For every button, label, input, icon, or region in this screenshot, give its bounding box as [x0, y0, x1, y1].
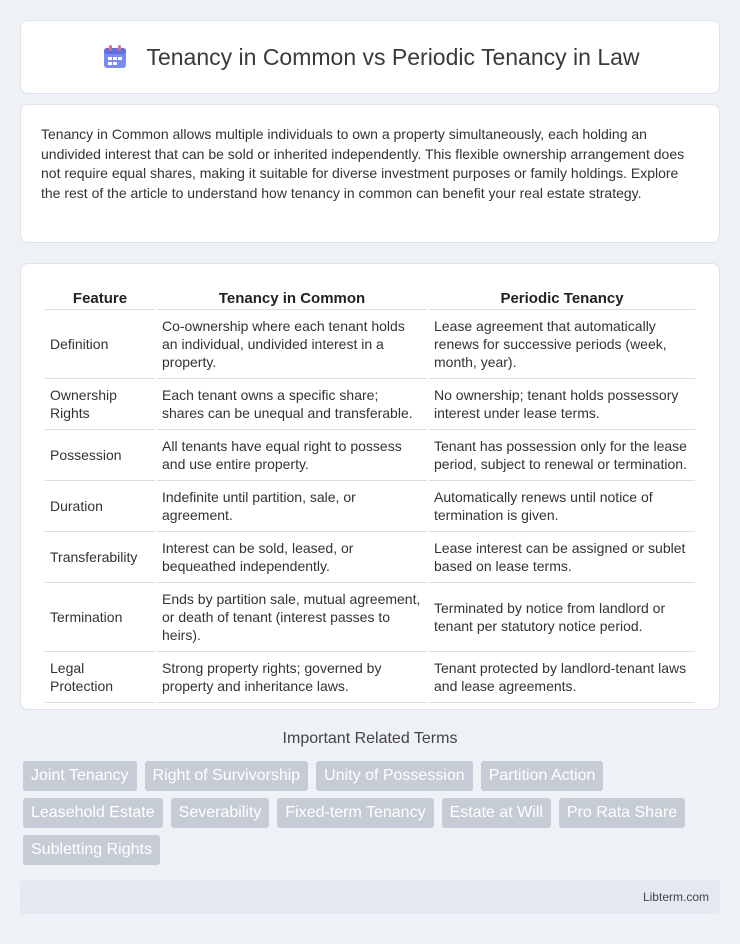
- table-row: [45, 583, 695, 652]
- feature-cell: Possession: [45, 430, 155, 481]
- calendar-icon: [100, 42, 130, 72]
- feature-cell: Ownership Rights: [45, 379, 155, 430]
- intro-card: [20, 104, 720, 243]
- periodic-tenancy-cell: Tenant protected by landlord-tenant laws and lease agreements.: [429, 652, 695, 703]
- related-terms-heading: Important Related Terms: [282, 730, 458, 747]
- periodic-tenancy-cell: Automatically renews until notice of termination is given.: [429, 481, 695, 532]
- column-header-feature: Feature: [45, 286, 155, 310]
- tag-fixed-term-tenancy[interactable]: Fixed-term Tenancy: [277, 798, 433, 828]
- tenancy-in-common-cell: Each tenant owns a specific share; shares can be unequal and transferable.: [157, 379, 427, 430]
- tag-severability[interactable]: Severability: [171, 798, 270, 828]
- title-card: [20, 20, 720, 94]
- tenancy-in-common-cell: Ends by partition sale, mutual agreement, or death of tenant (interest passes to heirs).: [157, 583, 427, 652]
- feature-cell: Legal Protection: [45, 652, 155, 703]
- intro-paragraph: Tenancy in Common allows multiple individuals to own a property simultaneously, each holding an undivided interest that can be sold or inherited independently. This flexible ownership arrangement does not require equal shares, making it suitable for diverse investment purposes or family holdings. Explore the rest of the article to understand how tenancy in common can benefit your real estate strategy.: [41, 126, 685, 201]
- tag-pro-rata-share[interactable]: Pro Rata Share: [559, 798, 685, 828]
- column-header-tenancy-in-common: Tenancy in Common: [157, 286, 427, 310]
- footer-brand-link[interactable]: Libterm.com: [642, 890, 709, 904]
- tag-estate-at-will[interactable]: Estate at Will: [442, 798, 551, 828]
- periodic-tenancy-cell: Lease agreement that automatically renews for successive periods (week, month, year).: [429, 310, 695, 379]
- periodic-tenancy-cell: Terminated by notice from landlord or tenant per statutory notice period.: [429, 583, 695, 652]
- column-header-periodic-tenancy: Periodic Tenancy: [429, 286, 695, 310]
- related-terms-list: [23, 761, 703, 865]
- footer: [20, 880, 720, 914]
- tag-joint-tenancy[interactable]: Joint Tenancy: [23, 761, 137, 791]
- periodic-tenancy-cell: Lease interest can be assigned or sublet based on lease terms.: [429, 532, 695, 583]
- table-row: [45, 481, 695, 532]
- table-row: [45, 652, 695, 703]
- periodic-tenancy-cell: Tenant has possession only for the lease period, subject to renewal or termination.: [429, 430, 695, 481]
- tag-unity-of-possession[interactable]: Unity of Possession: [316, 761, 473, 791]
- tenancy-in-common-cell: Strong property rights; governed by property and inheritance laws.: [157, 652, 427, 703]
- comparison-card: [20, 263, 720, 710]
- table-row: [45, 532, 695, 583]
- periodic-tenancy-cell: No ownership; tenant holds possessory interest under lease terms.: [429, 379, 695, 430]
- table-row: [45, 430, 695, 481]
- tenancy-in-common-cell: Indefinite until partition, sale, or agreement.: [157, 481, 427, 532]
- feature-cell: Termination: [45, 583, 155, 652]
- table-row: [45, 379, 695, 430]
- tag-partition-action[interactable]: Partition Action: [481, 761, 604, 791]
- page-title: Tenancy in Common vs Periodic Tenancy in Law: [146, 43, 640, 70]
- feature-cell: Transferability: [45, 532, 155, 583]
- tag-right-of-survivorship[interactable]: Right of Survivorship: [145, 761, 309, 791]
- table-header-row: [45, 286, 695, 310]
- tag-subletting-rights[interactable]: Subletting Rights: [23, 835, 160, 865]
- tenancy-in-common-cell: Interest can be sold, leased, or bequeathed independently.: [157, 532, 427, 583]
- feature-cell: Definition: [45, 310, 155, 379]
- feature-cell: Duration: [45, 481, 155, 532]
- table-row: [45, 310, 695, 379]
- tag-leasehold-estate[interactable]: Leasehold Estate: [23, 798, 163, 828]
- comparison-table: [43, 286, 697, 703]
- tenancy-in-common-cell: Co-ownership where each tenant holds an individual, undivided interest in a property.: [157, 310, 427, 379]
- tenancy-in-common-cell: All tenants have equal right to possess and use entire property.: [157, 430, 427, 481]
